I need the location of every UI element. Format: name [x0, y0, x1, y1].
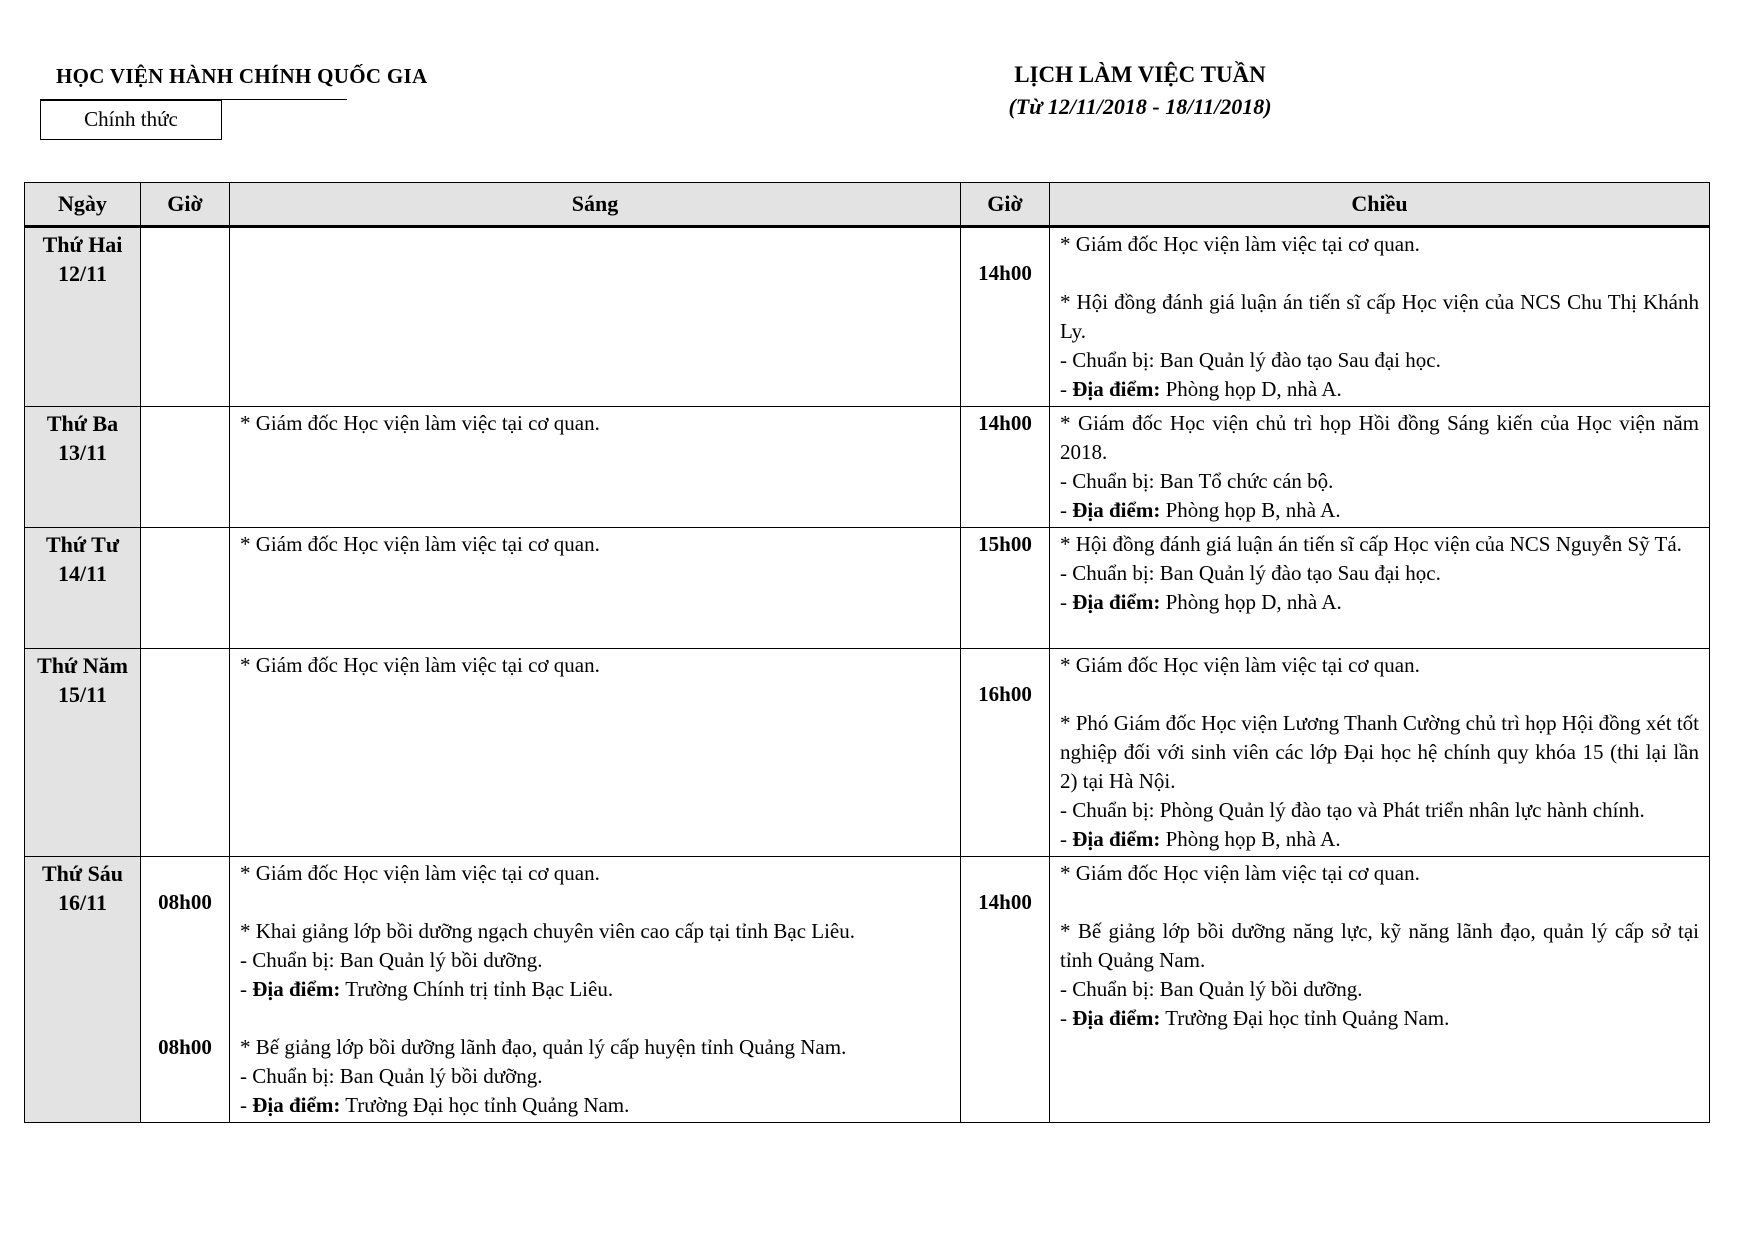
- entry-text: * Giám đốc Học viện chủ trì họp Hồi đồng Sáng kiến của Học viện năm 2018.: [1060, 411, 1699, 464]
- time-filler: [965, 496, 1045, 525]
- time-filler: [965, 588, 1045, 617]
- morning-time-cell: [141, 857, 230, 1123]
- entry-location: - Địa điểm: Trường Đại học tỉnh Quảng Nam.: [240, 1093, 630, 1117]
- table-row: [25, 227, 1710, 407]
- entry-location-label: Địa điểm:: [1072, 590, 1161, 614]
- schedule-entry: [1060, 709, 1699, 854]
- morning-time-cell: [141, 649, 230, 857]
- entry-spacer: [240, 888, 950, 917]
- column-header-day: Ngày: [25, 183, 141, 227]
- entry-preparation: - Chuẩn bị: Ban Tổ chức cán bộ.: [1060, 469, 1334, 493]
- morning-time-cell: [141, 227, 230, 407]
- schedule-entry: [240, 530, 950, 559]
- time-spacer: [965, 859, 1045, 888]
- document-date-range: (Từ 12/11/2018 - 18/11/2018): [1008, 94, 1272, 119]
- entry-time: 16h00: [978, 682, 1032, 706]
- entry-location: - Địa điểm: Phòng họp D, nhà A.: [1060, 590, 1342, 614]
- time-filler: [965, 288, 1045, 317]
- time-filler: [965, 467, 1045, 496]
- time-spacer: [145, 859, 225, 888]
- day-date: 16/11: [58, 890, 107, 915]
- entry-location: - Địa điểm: Phòng họp B, nhà A.: [1060, 498, 1341, 522]
- day-name: Thứ Tư: [45, 532, 120, 557]
- entry-spacer: [240, 1004, 950, 1033]
- morning-cell: [230, 857, 961, 1123]
- entry-text: * Giám đốc Học viện làm việc tại cơ quan.: [1060, 861, 1420, 885]
- time-filler: [965, 317, 1045, 346]
- entry-time: 14h00: [978, 411, 1032, 435]
- afternoon-cell: [1050, 528, 1710, 649]
- time-filler: [965, 438, 1045, 467]
- entry-text: * Khai giảng lớp bồi dưỡng ngạch chuyên viên cao cấp tại tỉnh Bạc Liêu.: [240, 919, 855, 943]
- morning-cell: [230, 649, 961, 857]
- morning-cell: [230, 407, 961, 528]
- schedule-entry: [240, 651, 950, 680]
- entry-time: 08h00: [158, 1035, 212, 1059]
- schedule-entry: [1060, 651, 1699, 680]
- status-badge: Chính thức: [40, 100, 222, 140]
- entry-time: 14h00: [978, 261, 1032, 285]
- time-filler: [145, 917, 225, 946]
- time-filler: [965, 346, 1045, 375]
- time-filler: [965, 946, 1045, 975]
- entry-location: - Địa điểm: Trường Chính trị tỉnh Bạc Liêu.: [240, 977, 614, 1001]
- afternoon-time-cell: [961, 857, 1050, 1123]
- entry-preparation: - Chuẩn bị: Ban Quản lý đào tạo Sau đại học.: [1060, 348, 1441, 372]
- day-date: 13/11: [58, 440, 107, 465]
- entry-time: 15h00: [978, 532, 1032, 556]
- table-row: [25, 649, 1710, 857]
- schedule-entry: [1060, 917, 1699, 1033]
- organization-name: HỌC VIỆN HÀNH CHÍNH QUỐC GIA: [56, 64, 428, 88]
- afternoon-cell: [1050, 407, 1710, 528]
- afternoon-time-cell: [961, 528, 1050, 649]
- morning-time-cell: [141, 528, 230, 649]
- schedule-entry: [240, 859, 950, 888]
- entry-location-label: Địa điểm:: [252, 977, 341, 1001]
- entry-location-label: Địa điểm:: [1072, 377, 1161, 401]
- column-header-time-afternoon: Giờ: [961, 183, 1050, 227]
- day-cell: [25, 407, 141, 528]
- time-filler: [965, 917, 1045, 946]
- table-row: [25, 528, 1710, 649]
- day-cell: [25, 649, 141, 857]
- entry-text: * Giám đốc Học viện làm việc tại cơ quan.: [1060, 232, 1420, 256]
- entry-text: * Phó Giám đốc Học viện Lương Thanh Cường chủ trì họp Hội đồng xét tốt nghiệp đối với sinh viên các lớp Đại học hệ chính quy khóa 15 (thi lại lần 2) tại Hà Nội.: [1060, 711, 1699, 793]
- entry-location-label: Địa điểm:: [1072, 1006, 1161, 1030]
- day-date: 14/11: [58, 561, 107, 586]
- entry-text: * Giám đốc Học viện làm việc tại cơ quan.: [240, 861, 600, 885]
- column-header-afternoon: Chiều: [1050, 183, 1710, 227]
- entry-time: 14h00: [978, 890, 1032, 914]
- day-name: Thứ Ba: [46, 411, 119, 436]
- day-name: Thứ Năm: [37, 653, 128, 678]
- time-filler: [965, 709, 1045, 738]
- time-filler: [965, 975, 1045, 1004]
- entry-time: 08h00: [158, 890, 212, 914]
- time-filler: [965, 767, 1045, 796]
- entry-text: * Bế giảng lớp bồi dưỡng lãnh đạo, quản lý cấp huyện tỉnh Quảng Nam.: [240, 1035, 847, 1059]
- day-name: Thứ Sáu: [41, 861, 124, 886]
- schedule-entry: [1060, 288, 1699, 404]
- entry-location-label: Địa điểm:: [1072, 498, 1161, 522]
- time-filler: [965, 796, 1045, 825]
- day-cell: [25, 857, 141, 1123]
- day-name: Thứ Hai: [42, 232, 123, 257]
- column-header-morning: Sáng: [230, 183, 961, 227]
- entry-text: * Hội đồng đánh giá luận án tiến sĩ cấp Học viện của NCS Chu Thị Khánh Ly.: [1060, 290, 1699, 343]
- time-spacer: [965, 651, 1045, 680]
- entry-preparation: - Chuẩn bị: Phòng Quản lý đào tạo và Phát triển nhân lực hành chính.: [1060, 798, 1645, 822]
- entry-preparation: - Chuẩn bị: Ban Quản lý bồi dưỡng.: [1060, 977, 1363, 1001]
- day-date: 15/11: [58, 682, 107, 707]
- column-header-time-morning: Giờ: [141, 183, 230, 227]
- entry-location-label: Địa điểm:: [252, 1093, 341, 1117]
- time-spacer: [965, 230, 1045, 259]
- entry-location: - Địa điểm: Phòng họp B, nhà A.: [1060, 827, 1341, 851]
- entry-text: * Giám đốc Học viện làm việc tại cơ quan.: [240, 532, 600, 556]
- schedule-entry: [240, 409, 950, 438]
- afternoon-cell: [1050, 857, 1710, 1123]
- entry-location: - Địa điểm: Trường Đại học tỉnh Quảng Nam.: [1060, 1006, 1450, 1030]
- schedule-entry: [1060, 859, 1699, 888]
- entry-text: * Hội đồng đánh giá luận án tiến sĩ cấp Học viện của NCS Nguyễn Sỹ Tá.: [1060, 532, 1682, 556]
- time-filler: [965, 559, 1045, 588]
- time-spacer: [145, 1004, 225, 1033]
- entry-text: * Giám đốc Học viện làm việc tại cơ quan.: [1060, 653, 1420, 677]
- time-filler: [965, 825, 1045, 854]
- entry-preparation: - Chuẩn bị: Ban Quản lý bồi dưỡng.: [240, 1064, 543, 1088]
- entry-spacer: [1060, 259, 1699, 288]
- afternoon-time-cell: [961, 227, 1050, 407]
- time-filler: [145, 975, 225, 1004]
- afternoon-time-cell: [961, 649, 1050, 857]
- schedule-body: [25, 227, 1710, 1123]
- entry-text: * Bế giảng lớp bồi dưỡng năng lực, kỹ năng lãnh đạo, quản lý cấp sở tại tỉnh Quảng Nam.: [1060, 919, 1699, 972]
- schedule-table: [24, 182, 1710, 1123]
- time-filler: [145, 946, 225, 975]
- table-row: [25, 857, 1710, 1123]
- schedule-entry: [1060, 230, 1699, 259]
- schedule-entry: [1060, 409, 1699, 525]
- entry-text: * Giám đốc Học viện làm việc tại cơ quan.: [240, 653, 600, 677]
- table-row: [25, 407, 1710, 528]
- time-filler: [965, 738, 1045, 767]
- entry-location: - Địa điểm: Phòng họp D, nhà A.: [1060, 377, 1342, 401]
- time-filler: [145, 1062, 225, 1091]
- afternoon-cell: [1050, 649, 1710, 857]
- time-filler: [965, 617, 1045, 646]
- entry-preparation: - Chuẩn bị: Ban Quản lý đào tạo Sau đại học.: [1060, 561, 1441, 585]
- schedule-entry: [240, 917, 950, 1004]
- schedule-header-row: [25, 183, 1710, 227]
- schedule-entry: [1060, 530, 1699, 617]
- entry-preparation: - Chuẩn bị: Ban Quản lý bồi dưỡng.: [240, 948, 543, 972]
- entry-location-label: Địa điểm:: [1072, 827, 1161, 851]
- schedule-entry: [240, 1033, 950, 1120]
- day-date: 12/11: [58, 261, 107, 286]
- day-cell: [25, 528, 141, 649]
- entry-text: * Giám đốc Học viện làm việc tại cơ quan.: [240, 411, 600, 435]
- afternoon-time-cell: [961, 407, 1050, 528]
- morning-cell: [230, 528, 961, 649]
- day-cell: [25, 227, 141, 407]
- entry-spacer: [1060, 680, 1699, 709]
- morning-cell: [230, 227, 961, 407]
- morning-time-cell: [141, 407, 230, 528]
- document-title: LỊCH LÀM VIỆC TUẦN: [1014, 62, 1266, 87]
- entry-spacer: [1060, 888, 1699, 917]
- time-filler: [145, 1091, 225, 1120]
- afternoon-cell: [1050, 227, 1710, 407]
